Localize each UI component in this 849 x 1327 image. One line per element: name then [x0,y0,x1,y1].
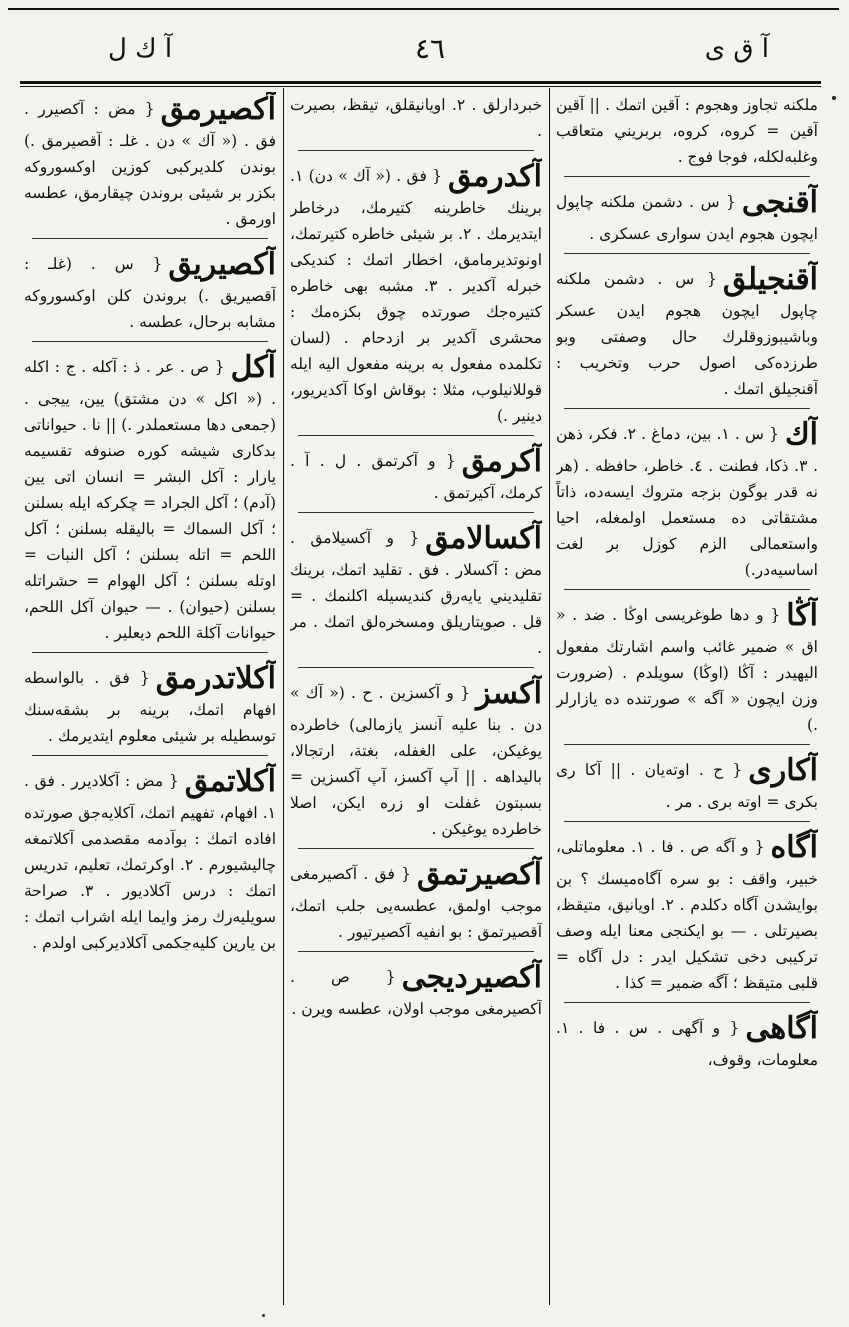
entry-text: { س . دشمن ملكنه چاپول ايچون هجوم ايدن عسكر وباشيبوزوقلرك حال وصفتى وبو طرزده‌كى اصول حرب وتخريب : آقنجيلق اتمك . [556,270,818,398]
entry-divider [298,512,534,513]
entry-headword: آكل [230,350,276,385]
entry-text: { و آگه ص . فا . ١. معلوماتلى، خبير، واقف : بو سره آگاه‌ميسك ؟ بن بوايشدن آگاه دكلدم . ٢. اويانيق، متيقظ، بصيرتلى . — بو ايكنجى معنا ايله وصف تركيبى دخى تشكيل ايدر : دل آگاه = قلبى متيقظ ؛ آگه ضمير = كذا . [556,838,818,992]
dictionary-entry [556,417,818,583]
entry-text: { و آكسزين . ح . (« آك » دن . بنا عليه آنسز يازمالى) خاطرده يوغيكن، على الغفله، بغتة، ارتجالا، باليداهه . || آپ آكسز، آپ آكسزين = بسبتون غفلت او زره ايكن، اصلا خاطرده يوغيكن . [290,684,542,838]
dictionary-entry [24,92,276,232]
dictionary-entry [556,753,818,815]
entry-divider [32,238,268,239]
entry-headword: آڭا [786,598,818,633]
entry-text: { ص . عر . ذ : آكله . ج : اكله . (« اكل » دن مشتق) يين، ييجى . (جمعى دها مستعملدر .) || نا . حيواناتى بدكارى شيشه كوره صنوفه تقسيمه يارار : آكل البشر = انسان اتى يين (آدم) ؛ آكل الجراد = چكركه ايله بسلنن ؛ آكل السماك = باليقله بسلنن ؛ آكل اللحم = اتله بسلنن ؛ آكل النبات = اوتله بسلنن ؛ آكل الهوام = حشراتله بسلنن (حيوان) . — حيوان آكل اللحم، حيوانات آكلة اللحم ديعلير . [24,358,276,642]
dictionary-entry [290,960,542,1022]
dictionary-entry [556,1011,818,1073]
entry-divider [564,253,810,254]
entry-divider [298,150,534,151]
dictionary-entry [24,764,276,956]
dictionary-entry [24,661,276,749]
entry-divider [32,341,268,342]
dictionary-entry [290,521,542,661]
entry-divider [564,744,810,745]
entry-divider [298,435,534,436]
entry-text: خبردارلق . ٢. اويانيقلق، تيقظ، بصيرت . [290,96,542,140]
dictionary-entry [556,598,818,738]
entry-text: { و آكسيلامق . مض : آكسلار . فق . تقليد اتمك، برينك تقليديني يايه‌رق كنديسيله اكلنمك . = قل . صويتاريلق ومسخره‌لق اتمك . مر . [290,529,542,657]
column-divider-right [549,88,550,1305]
entry-headword: آك [784,417,818,452]
dictionary-entry [290,676,542,842]
entry-text: { فق . آكصيرمغى موجب اولمق، عطسه‌يى جلب اتمك، آقصيرتمق : بو انفيه آكصيرتيور . [290,865,542,941]
entry-text: { فق . بالواسطه افهام اتمك، برينه بر بشقه‌سنك توسطيله بر شيئى معلوم ايتديرمك . [24,669,276,745]
dictionary-entry [290,857,542,945]
entry-headword: آگاه [770,830,818,865]
bottom-dot [262,1314,265,1317]
entry-text: { ص . آكصيرمغى موجب اولان، عطسه ويرن . [290,968,542,1018]
dictionary-entry [290,92,542,144]
dictionary-entry [556,92,818,170]
entry-text: { و آگهى . س . فا . ١. معلومات، وقوف، [556,1019,818,1069]
dictionary-entry [24,350,276,646]
header-left-letters: آ ك ل [108,34,173,64]
column-middle [290,92,542,1303]
entry-text: { س . (غلـ : آقصيريق .) بروندن كلن اوكسوروكه مشابه برحال، عطسه . [24,255,276,331]
dictionary-entry [290,444,542,506]
entry-text: { مض : آكلاديرر . فق . ١. افهام، تفهيم اتمك، آكلايه‌جق صورتده افاده اتمك : بوآدمه مقصدمى آكلاتمغه چاليشيورم . ٢. اوكرتمك، تعليم، تدريس اتمك : درس آكلاديور . ٣. صراحة سويليه‌رك رمز وايما ايله اشراب اتمك : بن يارين كليه‌جكمى آكلاديركبى اولدم . [24,772,276,952]
entry-headword: آكصيرمق [160,92,276,127]
entry-divider [298,848,534,849]
entry-headword: آكلاتدرمق [155,661,276,696]
entry-text: ملكنه تجاوز وهجوم : آقين اتمك . || آقين آقين = كروه، كروه، بربريني متعاقب وغلبه‌لكله، فوجا فوج . [556,96,818,166]
entry-divider [564,821,810,822]
entry-headword: آكرمق [461,444,542,479]
dictionary-entry [290,159,542,429]
entry-headword: آكارى [748,753,818,788]
entry-headword: آكلاتمق [184,764,276,799]
header-right-letters: آ ق ى [704,34,769,64]
entry-headword: آگاهى [745,1011,818,1046]
entry-text: { ح . اوته‌يان . || آكا رى بكرى = اوته برى . مر . [556,761,818,811]
dictionary-entry [556,185,818,247]
entry-headword: آكصيرديجى [401,960,542,995]
entry-headword: آكدرمق [448,159,542,194]
column-right [556,92,818,1303]
entry-text: { س . ١. بين، دماغ . ٢. فكر، ذهن . ٣. ذكا، فطنت . ٤. خاطر، حافظه . (هر نه قدر بوگون بزجه متروك ايسه‌ده، ذاتاً مشتقاتى ده مستعمل اولمغله، احيا واستعمالى الزم كوزل بر لغت اساسيه‌در.) [556,425,818,579]
entry-divider [564,408,810,409]
entry-headword: آكصيريق [168,247,276,282]
entry-headword: آكسز [476,676,542,711]
top-rule [8,8,839,10]
entry-divider [32,755,268,756]
entry-divider [564,589,810,590]
column-divider-left [283,88,284,1305]
entry-text: { فق . (« آك » دن) ١. برينك خاطرينه كتيرمك، درخاطر ايتديرمك . ٢. بر شيئى خاطره كتيرتمك، اونوتديرمامق، اخطار اتمك : كنديكى خبرله آكدير . ٣. مشبه بهى خاطره كتيره‌جك صورتده چوق بكزه‌مك : محشرى آكدير بر ازدحام . (لسان تكلمده مفعول به برينه مفعول اليه ايله قوللانيلوب، مثلا : بوقاش اوكا آكديريور، دينير .) [290,167,542,425]
entry-divider [564,176,810,177]
entry-text: { مض : آكصيرر . فق . (« آك » دن . غلـ : آقصيرمق .) بوندن كلديركبى كوزين اوكسوروكه بكزر بر شيئى بروندن چيقارمق، عطسه اورمق . [24,100,276,228]
entry-headword: آكصيرتمق [417,857,542,892]
entry-headword: آكسالامق [425,521,542,556]
dictionary-entry [24,247,276,335]
entry-headword: آقنجيلق [722,262,818,297]
page-header [0,22,849,82]
entry-text: { و دها طوغريسى اوڭا . ضد . « اق » ضمير غائب واسم اشارتك مفعول اليهيدر : آڭا (اوڭا) سويلدم . (ضرورت وزن ايچون « آگه » صورتنده ده يازارلر .) [556,606,818,734]
column-left [24,92,276,1303]
entry-divider [564,1002,810,1003]
entry-headword: آقنجی [741,185,818,220]
entry-text: { س . دشمن ملكنه چاپول ايچون هجوم ايدن سوارى عسكرى . [556,193,818,243]
margin-dot [832,96,836,100]
entry-text: { و آكرتمق . ل . آ . كرمك، آكيرتمق . [290,452,542,502]
entry-divider [298,667,534,668]
page-number: ٤٦ [414,32,446,65]
entry-divider [32,652,268,653]
dictionary-entry [556,830,818,996]
dictionary-entry [556,262,818,402]
header-rule [20,81,821,84]
header-rule-thin [20,86,821,87]
entry-divider [298,951,534,952]
